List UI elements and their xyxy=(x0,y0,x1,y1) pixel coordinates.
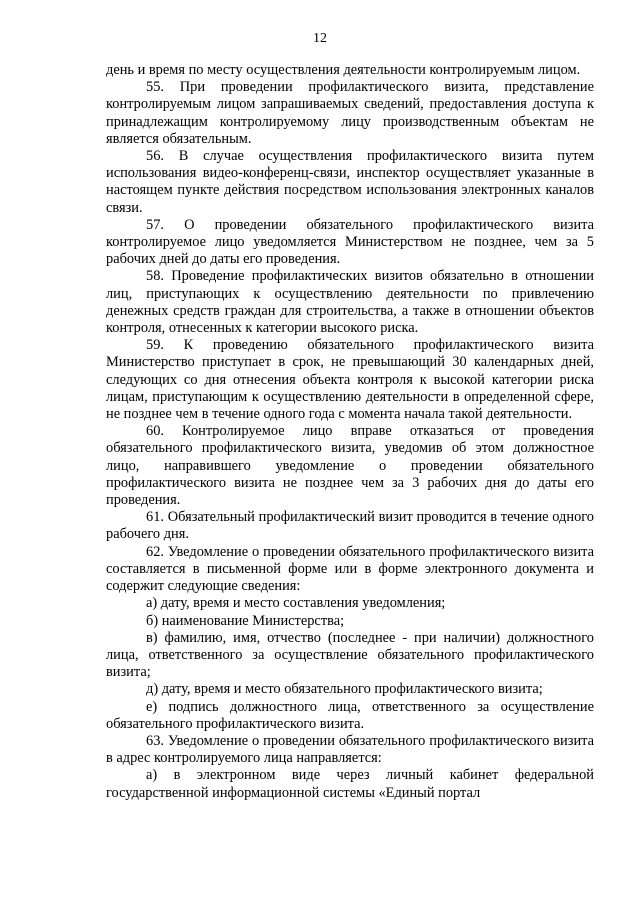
list-item-a-63: а) в электронном виде через личный кабинет федеральной государственной информационной системы «Единый портал xyxy=(106,767,594,801)
paragraph-58: 58. Проведение профилактических визитов обязательно в отношении лиц, приступающих к осуществлению деятельности по привлечению денежных средств граждан для строительства, а также в отношении объектов контроля, отнесенных к категории высокого риска. xyxy=(106,268,594,337)
list-item-v: в) фамилию, имя, отчество (последнее - при наличии) должностного лица, ответственного за осуществление обязательного профилактического визита; xyxy=(106,629,594,681)
list-item-d: д) дату, время и место обязательного профилактического визита; xyxy=(146,681,543,698)
paragraph-62: 62. Уведомление о проведении обязательного профилактического визита составляется в письменной форме или в форме электронного документа и содержит следующие сведения: xyxy=(106,543,594,595)
paragraph-continuation: день и время по месту осуществления деятельности контролируемым лицом. xyxy=(106,62,581,78)
paragraph-59: 59. К проведению обязательного профилактического визита Министерство приступает в срок, не превышающий 30 календарных дней, следующих со дня отнесения объекта контроля к высокой категории риска лицам, приступающим к осуществлению деятельности в определенной сфере, не позднее чем в течение одного года с момента начала такой деятельности. xyxy=(106,337,594,423)
paragraph-61: 61. Обязательный профилактический визит проводится в течение одного рабочего дня. xyxy=(106,509,594,543)
page-number: 12 xyxy=(313,31,327,46)
paragraph-56: 56. В случае осуществления профилактического визита путем использования видео-конференц-связи, инспектор осуществляет указанные в настоящем пункте действия посредством использования электронных каналов связи. xyxy=(106,148,594,216)
list-item-e: е) подпись должностного лица, ответственного за осуществление обязательного профилактического визита. xyxy=(106,698,594,732)
paragraph-60: 60. Контролируемое лицо вправе отказаться от проведения обязательного профилактического визита, уведомив об этом должностное лицо, направившего уведомление о проведении обязательного профилактического визита не позднее чем за 3 рабочих дня до даты его проведения. xyxy=(106,423,594,509)
paragraph-63: 63. Уведомление о проведении обязательного профилактического визита в адрес контролируемого лица направляется: xyxy=(106,732,594,767)
document-body xyxy=(106,62,594,802)
list-item-a: а) дату, время и место составления уведомления; xyxy=(146,595,446,612)
paragraph-57: 57. О проведении обязательного профилактического визита контролируемое лицо уведомляется Министерством не позднее, чем за 5 рабочих дней до даты его проведения. xyxy=(106,216,594,268)
paragraph-55: 55. При проведении профилактического визита, представление контролируемым лицом запрашиваемых сведений, предоставления доступа к принадлежащим контролируемому лицу производственным объектам не является обязательным. xyxy=(106,79,594,147)
list-item-b: б) наименование Министерства; xyxy=(146,612,345,629)
